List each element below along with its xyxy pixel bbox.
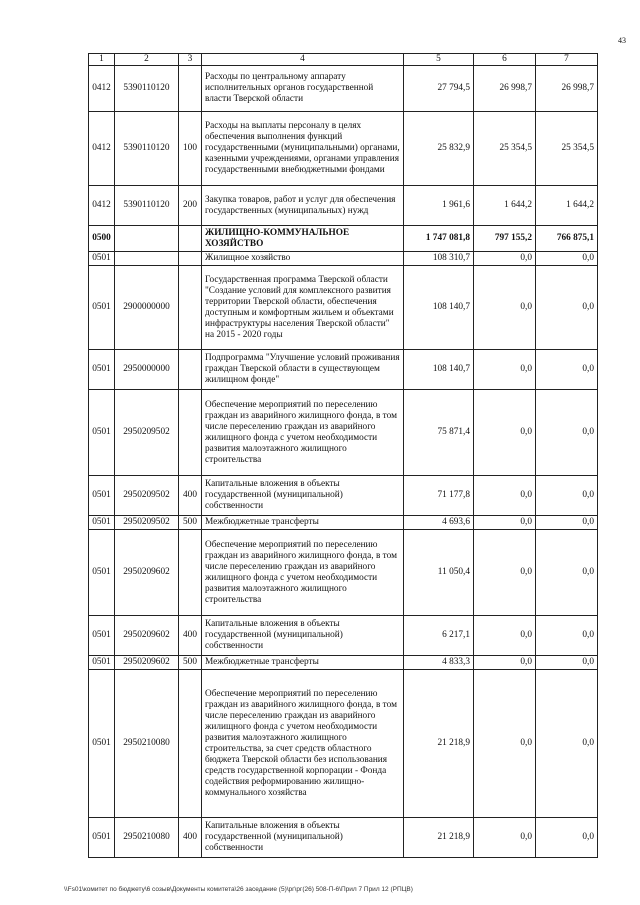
amount-cell: 1 644,2: [536, 186, 598, 226]
description-cell: Жилищное хозяйство: [202, 252, 404, 266]
section-code-cell: 0501: [89, 818, 115, 858]
amount-cell: 0,0: [536, 266, 598, 350]
amount-cell: 1 644,2: [474, 186, 536, 226]
target-article-cell: 2900000000: [115, 266, 179, 350]
amount-cell: 108 310,7: [404, 252, 474, 266]
table-row: [89, 818, 598, 858]
expense-type-cell: [179, 350, 202, 390]
target-article-cell: 5390110120: [115, 112, 179, 186]
description-cell: Государственная программа Тверской области "Создание условий для комплексного развития территории Тверской области, обеспечения доступным и комфортным жильем и объектами инфраструктуры населения Тверской области" на 2015 - 2020 годы: [202, 266, 404, 350]
description-cell: Обеспечение мероприятий по переселению граждан из аварийного жилищного фонда, в том числе переселению граждан из аварийного жилищного фонда с учетом необходимости развития малоэтажного жилищного строительства: [202, 530, 404, 616]
section-code-cell: 0501: [89, 350, 115, 390]
section-code-cell: 0501: [89, 516, 115, 530]
target-article-cell: 2950209602: [115, 530, 179, 616]
description-cell: Подпрограмма "Улучшение условий проживания граждан Тверской области в существующем жилищном фонде": [202, 350, 404, 390]
header-cell: 7: [536, 54, 598, 66]
target-article-cell: [115, 252, 179, 266]
expense-type-cell: 500: [179, 656, 202, 670]
expense-type-cell: 100: [179, 112, 202, 186]
expense-type-cell: [179, 266, 202, 350]
table-row: [89, 266, 598, 350]
amount-cell: 0,0: [536, 476, 598, 516]
table-row: [89, 670, 598, 818]
amount-cell: 0,0: [536, 616, 598, 656]
description-cell: Закупка товаров, работ и услуг для обеспечения государственных (муниципальных) нужд: [202, 186, 404, 226]
amount-cell: 0,0: [536, 350, 598, 390]
expense-type-cell: [179, 390, 202, 476]
description-cell: Расходы по центральному аппарату исполнительных органов государственной власти Тверской области: [202, 66, 404, 112]
amount-cell: 0,0: [474, 476, 536, 516]
expense-type-cell: [179, 670, 202, 818]
table-row: [89, 252, 598, 266]
description-cell: Капитальные вложения в объекты государственной (муниципальной) собственности: [202, 616, 404, 656]
table-row: [89, 226, 598, 252]
target-article-cell: 2950209602: [115, 616, 179, 656]
amount-cell: 21 218,9: [404, 670, 474, 818]
table-row: [89, 112, 598, 186]
amount-cell: 0,0: [536, 516, 598, 530]
expense-type-cell: 500: [179, 516, 202, 530]
section-code-cell: 0501: [89, 266, 115, 350]
table-row: [89, 516, 598, 530]
section-code-cell: 0501: [89, 252, 115, 266]
header-cell: 5: [404, 54, 474, 66]
expense-type-cell: 400: [179, 818, 202, 858]
file-path-footer: \\Fs01\комитет по бюджету\6 созыв\Документы комитета\26 заседание (5)\рг\рг(26) 508-П-6\Прил 7 Прил 12 (РПЦВ): [64, 886, 413, 893]
table-row: [89, 530, 598, 616]
amount-cell: 0,0: [474, 266, 536, 350]
target-article-cell: 5390110120: [115, 186, 179, 226]
amount-cell: 0,0: [536, 670, 598, 818]
amount-cell: 1 961,6: [404, 186, 474, 226]
amount-cell: 0,0: [536, 818, 598, 858]
description-cell: Капитальные вложения в объекты государственной (муниципальной) собственности: [202, 476, 404, 516]
amount-cell: 27 794,5: [404, 66, 474, 112]
amount-cell: 0,0: [536, 656, 598, 670]
amount-cell: 4 833,3: [404, 656, 474, 670]
description-cell: Обеспечение мероприятий по переселению граждан из аварийного жилищного фонда, в том числе переселению граждан из аварийного жилищного фонда с учетом необходимости развития малоэтажного жилищного строительства: [202, 390, 404, 476]
header-cell: 3: [179, 54, 202, 66]
section-code-cell: 0501: [89, 390, 115, 476]
amount-cell: 797 155,2: [474, 226, 536, 252]
description-cell: Межбюджетные трансферты: [202, 516, 404, 530]
header-row: [89, 54, 598, 66]
budget-table: [88, 53, 598, 858]
amount-cell: 766 875,1: [536, 226, 598, 252]
target-article-cell: 2950209502: [115, 476, 179, 516]
description-cell: Расходы на выплаты персоналу в целях обеспечения выполнения функций государственными (муниципальными) органами, казенными учреждениями, органами управления государственными внебюджетными фондами: [202, 112, 404, 186]
amount-cell: 0,0: [474, 390, 536, 476]
description-cell: Межбюджетные трансферты: [202, 656, 404, 670]
amount-cell: 0,0: [474, 530, 536, 616]
amount-cell: 75 871,4: [404, 390, 474, 476]
expense-type-cell: [179, 530, 202, 616]
amount-cell: 108 140,7: [404, 266, 474, 350]
section-code-cell: 0501: [89, 670, 115, 818]
amount-cell: 0,0: [474, 252, 536, 266]
table-row: [89, 186, 598, 226]
amount-cell: 21 218,9: [404, 818, 474, 858]
expense-type-cell: 400: [179, 476, 202, 516]
amount-cell: 6 217,1: [404, 616, 474, 656]
header-cell: 6: [474, 54, 536, 66]
target-article-cell: 5390110120: [115, 66, 179, 112]
target-article-cell: [115, 226, 179, 252]
amount-cell: 0,0: [474, 670, 536, 818]
header-cell: 1: [89, 54, 115, 66]
page-number: 43: [618, 36, 626, 45]
section-code-cell: 0412: [89, 66, 115, 112]
amount-cell: 0,0: [474, 350, 536, 390]
amount-cell: 1 747 081,8: [404, 226, 474, 252]
expense-type-cell: 200: [179, 186, 202, 226]
description-cell: Обеспечение мероприятий по переселению граждан из аварийного жилищного фонда, в том числе переселению граждан из аварийного жилищного фонда с учетом необходимости развития малоэтажного жилищного строительства, за счет средств областного бюджета Тверской области без использования средств государственной корпорации - Фонда содействия реформированию жилищно-коммунального хозяйства: [202, 670, 404, 818]
section-code-cell: 0501: [89, 530, 115, 616]
section-code-cell: 0412: [89, 186, 115, 226]
table-row: [89, 66, 598, 112]
table-row: [89, 390, 598, 476]
target-article-cell: 2950209602: [115, 656, 179, 670]
section-code-cell: 0501: [89, 476, 115, 516]
section-code-cell: 0500: [89, 226, 115, 252]
target-article-cell: 2950210080: [115, 818, 179, 858]
expense-type-cell: 400: [179, 616, 202, 656]
amount-cell: 0,0: [474, 516, 536, 530]
section-code-cell: 0501: [89, 616, 115, 656]
table-row: [89, 616, 598, 656]
description-cell: Капитальные вложения в объекты государственной (муниципальной) собственности: [202, 818, 404, 858]
amount-cell: 0,0: [536, 252, 598, 266]
description-cell: ЖИЛИЩНО-КОММУНАЛЬНОЕ ХОЗЯЙСТВО: [202, 226, 404, 252]
target-article-cell: 2950209502: [115, 516, 179, 530]
amount-cell: 11 050,4: [404, 530, 474, 616]
expense-type-cell: [179, 66, 202, 112]
expense-type-cell: [179, 252, 202, 266]
amount-cell: 0,0: [474, 616, 536, 656]
section-code-cell: 0412: [89, 112, 115, 186]
table-row: [89, 350, 598, 390]
amount-cell: 71 177,8: [404, 476, 474, 516]
amount-cell: 4 693,6: [404, 516, 474, 530]
table-row: [89, 656, 598, 670]
section-code-cell: 0501: [89, 656, 115, 670]
target-article-cell: 2950209502: [115, 390, 179, 476]
amount-cell: 0,0: [536, 390, 598, 476]
target-article-cell: 2950210080: [115, 670, 179, 818]
amount-cell: 26 998,7: [536, 66, 598, 112]
amount-cell: 25 354,5: [536, 112, 598, 186]
header-cell: 4: [202, 54, 404, 66]
table-row: [89, 476, 598, 516]
amount-cell: 0,0: [474, 818, 536, 858]
amount-cell: 26 998,7: [474, 66, 536, 112]
amount-cell: 108 140,7: [404, 350, 474, 390]
amount-cell: 25 354,5: [474, 112, 536, 186]
amount-cell: 0,0: [474, 656, 536, 670]
amount-cell: 0,0: [536, 530, 598, 616]
header-cell: 2: [115, 54, 179, 66]
expense-type-cell: [179, 226, 202, 252]
amount-cell: 25 832,9: [404, 112, 474, 186]
target-article-cell: 2950000000: [115, 350, 179, 390]
